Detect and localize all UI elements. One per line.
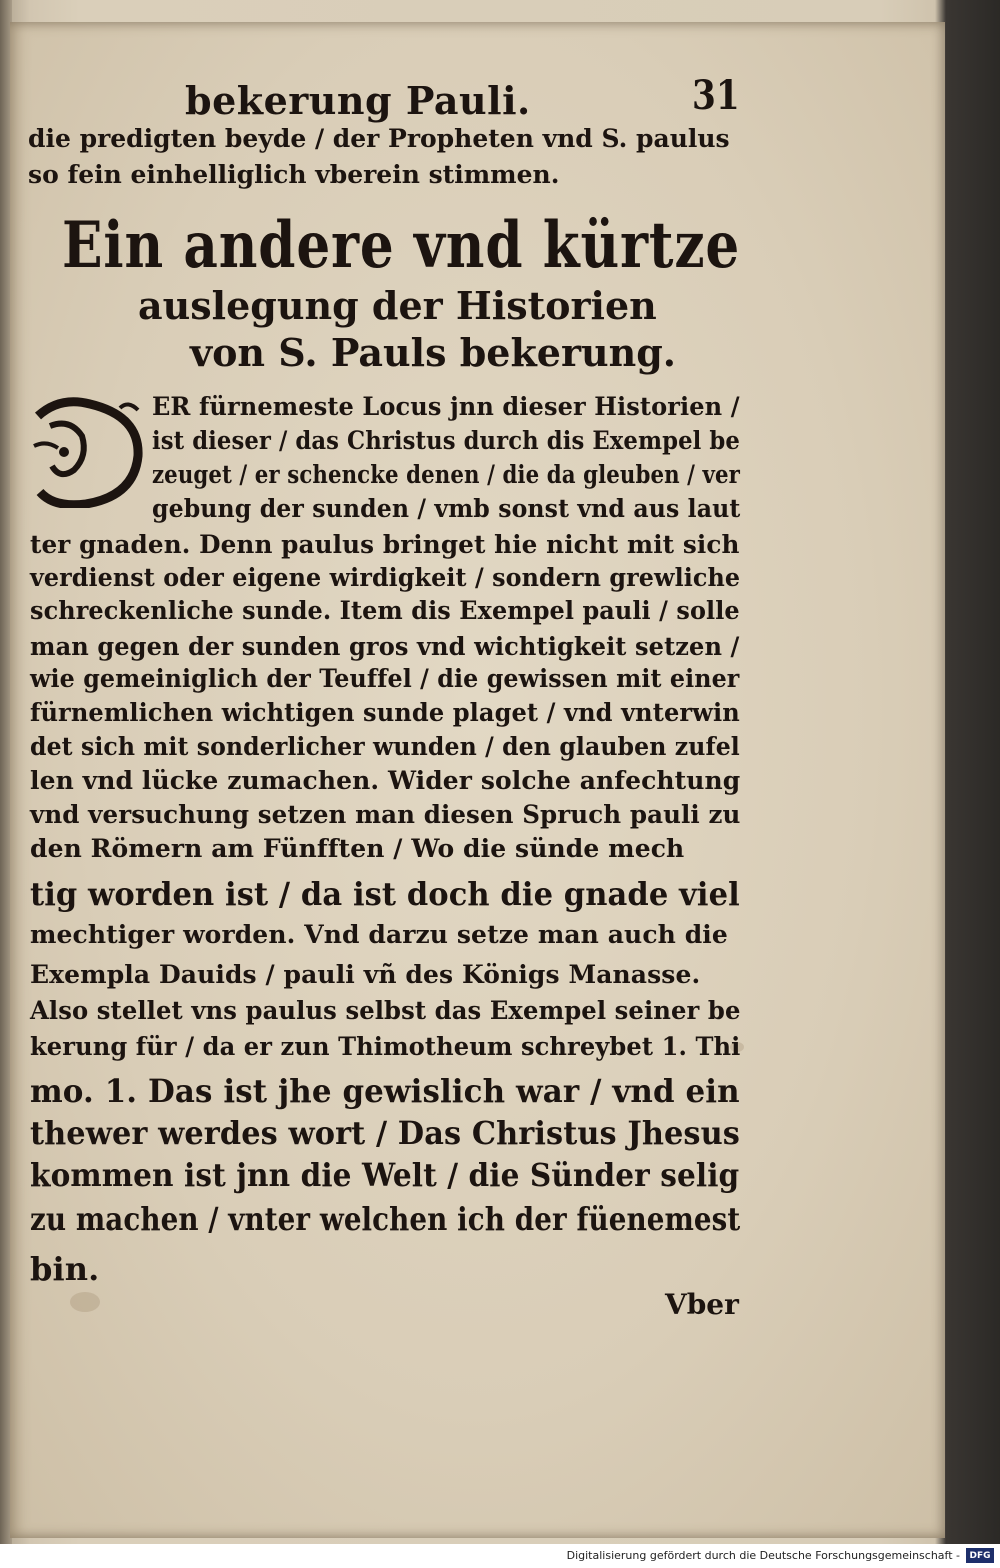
body-line: Exempla Dauids / pauli vñ des Königs Manasse. (30, 960, 701, 989)
body-line: thewer werdes wort / Das Christus Jhesus (30, 1114, 740, 1152)
body-line: gebung der sunden / vmb sonst vnd aus laut (152, 494, 741, 523)
body-line: kommen ist jnn die Welt / die Sünder selig (30, 1156, 740, 1194)
body-line: zeuget / er schencke denen / die da gleuben / ver (152, 460, 740, 489)
section-subheading: von S. Pauls bekerung. (190, 330, 677, 375)
body-line: Also stellet vns paulus selbst das Exempel seiner be (30, 996, 741, 1025)
body-line: mechtiger worden. Vnd darzu setze man auch die (30, 920, 728, 949)
body-line: ist dieser / das Christus durch dis Exempel be (152, 426, 740, 455)
body-line: schreckenliche sunde. Item dis Exempel pauli / solle (30, 596, 740, 625)
body-line: ter gnaden. Denn paulus bringet hie nicht mit sich (30, 530, 740, 559)
drop-cap-ornament-icon (30, 396, 148, 508)
body-line: mo. 1. Das ist jhe gewislich war / vnd ein (30, 1072, 740, 1110)
footer-bar (0, 1544, 1000, 1568)
body-line: verdienst oder eigene wirdigkeit / sondern grewliche (30, 563, 741, 592)
body-line: wie gemeiniglich der Teuffel / die gewissen mit einer (30, 664, 740, 693)
section-subheading: auslegung der Historien (138, 283, 657, 328)
body-line: fürnemlichen wichtigen sunde plaget / vnd vnterwin (30, 698, 740, 727)
body-line: den Römern am Fünfften / Wo die sünde mech (30, 834, 685, 863)
page-number: 31 (692, 72, 740, 119)
catchword: Vber (665, 1288, 739, 1321)
body-line: ER fürnemeste Locus jnn dieser Historien / (152, 392, 740, 421)
intro-line: die predigten beyde / der Propheten vnd S. paulus (28, 124, 730, 153)
section-heading: Ein andere vnd kürtze (62, 208, 741, 283)
body-line: kerung für / da er zun Thimotheum schreybet 1. Thi (30, 1032, 741, 1061)
body-line: bin. (30, 1250, 100, 1288)
running-title: bekerung Pauli. (185, 78, 531, 123)
drop-cap-initial (30, 396, 148, 508)
intro-line: so fein einhelliglich vberein stimmen. (28, 160, 560, 189)
body-line: man gegen der sunden gros vnd wichtigkeit setzen / (30, 632, 740, 661)
body-line: zu machen / vnter welchen ich der füenemest (30, 1200, 741, 1238)
footer-credit: Digitalisierung gefördert durch die Deutsche Forschungsgemeinschaft - (566, 1549, 960, 1562)
body-line: len vnd lücke zumachen. Wider solche anfechtung (30, 766, 741, 795)
stain (70, 1292, 100, 1312)
body-line: vnd versuchung setzen man diesen Spruch pauli zu (30, 800, 741, 829)
dfg-logo: DFG (966, 1548, 994, 1563)
body-line: tig worden ist / da ist doch die gnade viel (30, 875, 740, 913)
body-line: det sich mit sonderlicher wunden / den glauben zufel (30, 732, 740, 761)
